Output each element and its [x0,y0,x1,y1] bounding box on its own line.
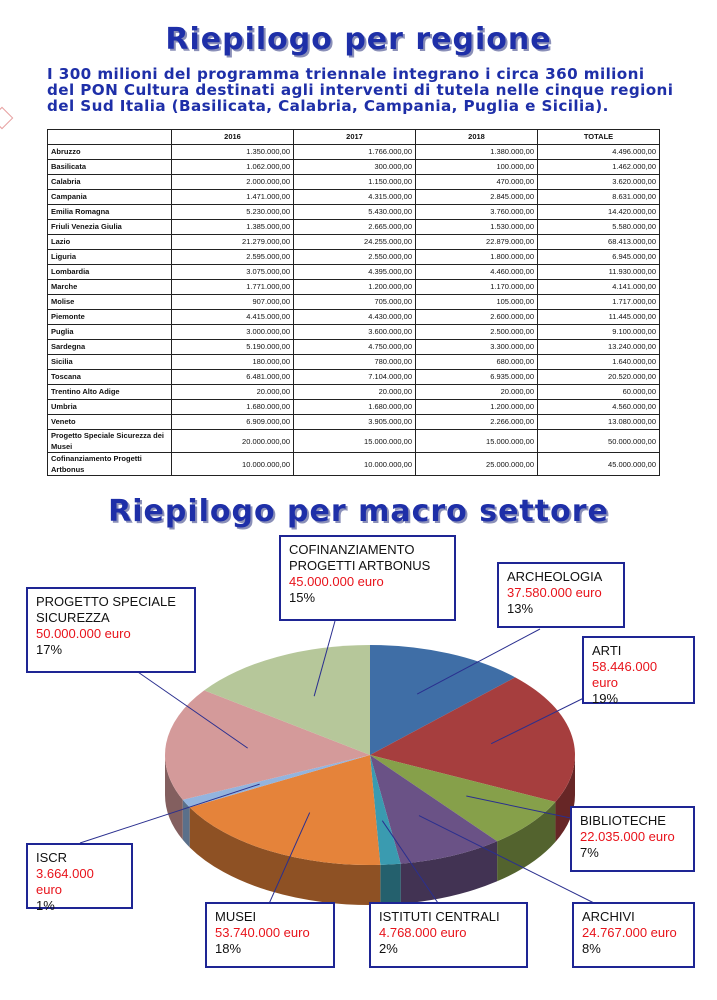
value-cell: 20.000,00 [294,385,416,400]
value-cell: 9.100.000,00 [538,325,660,340]
table-row [48,250,660,265]
value-cell: 3.760.000,00 [416,205,538,220]
table-row [48,430,660,453]
label-box-istituti [369,902,528,968]
value-cell: 7.104.000,00 [294,370,416,385]
value-cell: 1.800.000,00 [416,250,538,265]
row-label-cell: Toscana [48,370,172,385]
value-cell: 15.000.000,00 [416,430,538,453]
value-cell: 4.315.000,00 [294,190,416,205]
value-cell: 13.080.000,00 [538,415,660,430]
label-box-artbonus [279,535,456,621]
label-title: COFINANZIAMENTO PROGETTI ARTBONUS [289,542,431,573]
value-cell: 4.141.000,00 [538,280,660,295]
label-title: ISTITUTI CENTRALI [379,909,500,924]
header-cell-empty [48,130,172,145]
label-box-musei [205,902,335,968]
row-label-cell: Marche [48,280,172,295]
header-cell-2018: 2018 [416,130,538,145]
value-cell: 22.879.000,00 [416,235,538,250]
pie-side-istituti [380,864,400,905]
label-title: ARCHEOLOGIA [507,569,603,584]
value-cell: 1.680.000,00 [172,400,294,415]
value-cell: 180.000,00 [172,355,294,370]
value-cell: 907.000,00 [172,295,294,310]
table-row [48,370,660,385]
value-cell: 5.430.000,00 [294,205,416,220]
value-cell: 20.000.000,00 [172,430,294,453]
row-label-cell: Lazio [48,235,172,250]
label-percent: 19% [592,691,619,706]
label-percent: 1% [36,898,55,913]
label-amount: 58.446.000 euro [592,659,658,690]
value-cell: 11.930.000,00 [538,265,660,280]
value-cell: 4.750.000,00 [294,340,416,355]
table-row [48,265,660,280]
intro-paragraph [47,66,687,114]
value-cell: 2.000.000,00 [172,175,294,190]
value-cell: 13.240.000,00 [538,340,660,355]
table-row [48,280,660,295]
value-cell: 5.230.000,00 [172,205,294,220]
value-cell: 5.580.000,00 [538,220,660,235]
label-title: ARTI [592,643,622,658]
row-label-cell: Abruzzo [48,145,172,160]
row-label-cell: Cofinanziamento Progetti Artbonus [48,453,172,476]
pie-side-iscr [183,800,190,848]
header-cell-2017: 2017 [294,130,416,145]
value-cell: 2.845.000,00 [416,190,538,205]
table-row [48,235,660,250]
value-cell: 105.000,00 [416,295,538,310]
label-amount: 24.767.000 euro [582,925,677,940]
table-row [48,220,660,235]
label-percent: 13% [507,601,534,616]
label-box-biblioteche [570,806,695,872]
value-cell: 5.190.000,00 [172,340,294,355]
intro-line: del PON Cultura destinati agli interventi di tutela nelle cinque regioni [47,81,674,99]
value-cell: 1.062.000,00 [172,160,294,175]
value-cell: 14.420.000,00 [538,205,660,220]
table-header-row [48,130,660,145]
value-cell: 705.000,00 [294,295,416,310]
value-cell: 1.680.000,00 [294,400,416,415]
value-cell: 1.385.000,00 [172,220,294,235]
row-label-cell: Sardegna [48,340,172,355]
label-box-archivi [572,902,695,968]
value-cell: 780.000,00 [294,355,416,370]
value-cell: 1.350.000,00 [172,145,294,160]
value-cell: 680.000,00 [416,355,538,370]
label-title: ARCHIVI [582,909,635,924]
row-label-cell: Basilicata [48,160,172,175]
value-cell: 4.560.000,00 [538,400,660,415]
table-row [48,325,660,340]
row-label-cell: Lombardia [48,265,172,280]
value-cell: 4.460.000,00 [416,265,538,280]
label-percent: 17% [36,642,63,657]
label-amount: 22.035.000 euro [580,829,675,844]
value-cell: 6.945.000,00 [538,250,660,265]
row-label-cell: Liguria [48,250,172,265]
value-cell: 6.481.000,00 [172,370,294,385]
value-cell: 300.000,00 [294,160,416,175]
value-cell: 1.462.000,00 [538,160,660,175]
table-row [48,340,660,355]
value-cell: 1.150.000,00 [294,175,416,190]
value-cell: 11.445.000,00 [538,310,660,325]
value-cell: 68.413.000,00 [538,235,660,250]
value-cell: 100.000,00 [416,160,538,175]
table-row [48,385,660,400]
value-cell: 3.620.000,00 [538,175,660,190]
intro-line: I 300 milioni del programma triennale integrano i circa 360 milioni [47,65,645,83]
label-percent: 2% [379,941,398,956]
table-row [48,295,660,310]
label-box-sicurezza [26,587,196,673]
label-amount: 4.768.000 euro [379,925,467,940]
label-percent: 18% [215,941,242,956]
value-cell: 1.200.000,00 [294,280,416,295]
table-row [48,190,660,205]
value-cell: 50.000.000,00 [538,430,660,453]
value-cell: 4.395.000,00 [294,265,416,280]
label-percent: 15% [289,590,316,605]
value-cell: 60.000,00 [538,385,660,400]
value-cell: 2.600.000,00 [416,310,538,325]
intro-line: del Sud Italia (Basilicata, Calabria, Campania, Puglia e Sicilia). [47,97,609,115]
table-row [48,310,660,325]
value-cell: 10.000.000,00 [172,453,294,476]
row-label-cell: Piemonte [48,310,172,325]
value-cell: 1.380.000,00 [416,145,538,160]
label-title: BIBLIOTECHE [580,813,666,828]
label-title: ISCR [36,850,68,865]
value-cell: 1.640.000,00 [538,355,660,370]
row-label-cell: Campania [48,190,172,205]
value-cell: 4.430.000,00 [294,310,416,325]
value-cell: 2.500.000,00 [416,325,538,340]
value-cell: 470.000,00 [416,175,538,190]
row-label-cell: Molise [48,295,172,310]
page-title-regions: Riepilogo per regione [165,22,552,57]
row-label-cell: Progetto Speciale Sicurezza dei Musei [48,430,172,453]
value-cell: 10.000.000,00 [294,453,416,476]
label-box-arti [582,636,695,704]
label-box-archeologia [497,562,625,628]
value-cell: 15.000.000,00 [294,430,416,453]
value-cell: 3.300.000,00 [416,340,538,355]
table-row [48,453,660,476]
value-cell: 4.496.000,00 [538,145,660,160]
value-cell: 45.000.000,00 [538,453,660,476]
table-row [48,400,660,415]
label-amount: 53.740.000 euro [215,925,310,940]
label-percent: 8% [582,941,601,956]
value-cell: 2.665.000,00 [294,220,416,235]
value-cell: 2.550.000,00 [294,250,416,265]
value-cell: 25.000.000,00 [416,453,538,476]
row-label-cell: Umbria [48,400,172,415]
value-cell: 20.000,00 [416,385,538,400]
value-cell: 24.255.000,00 [294,235,416,250]
value-cell: 1.530.000,00 [416,220,538,235]
value-cell: 2.595.000,00 [172,250,294,265]
label-amount: 45.000.000 euro [289,574,384,589]
row-label-cell: Friuli Venezia Giulia [48,220,172,235]
header-cell-2016: 2016 [172,130,294,145]
row-label-cell: Calabria [48,175,172,190]
value-cell: 3.075.000,00 [172,265,294,280]
page-title-sectors: Riepilogo per macro settore [108,494,609,529]
value-cell: 20.000,00 [172,385,294,400]
value-cell: 1.766.000,00 [294,145,416,160]
label-percent: 7% [580,845,599,860]
label-amount: 37.580.000 euro [507,585,602,600]
label-title: MUSEI [215,909,257,924]
row-label-cell: Trentino Alto Adige [48,385,172,400]
value-cell: 1.200.000,00 [416,400,538,415]
decorative-diamond [0,107,13,130]
label-amount: 50.000.000 euro [36,626,131,641]
value-cell: 1.170.000,00 [416,280,538,295]
table-row [48,160,660,175]
value-cell: 1.771.000,00 [172,280,294,295]
table-row [48,355,660,370]
value-cell: 20.520.000,00 [538,370,660,385]
header-cell-totale: TOTALE [538,130,660,145]
table-row [48,175,660,190]
value-cell: 21.279.000,00 [172,235,294,250]
value-cell: 2.266.000,00 [416,415,538,430]
value-cell: 1.717.000,00 [538,295,660,310]
table-row [48,415,660,430]
label-title: PROGETTO SPECIALE SICUREZZA [36,594,176,625]
value-cell: 4.415.000,00 [172,310,294,325]
label-box-iscr [26,843,133,913]
table-row [48,205,660,220]
table-body [48,145,660,476]
value-cell: 3.905.000,00 [294,415,416,430]
value-cell: 3.600.000,00 [294,325,416,340]
value-cell: 6.935.000,00 [416,370,538,385]
value-cell: 6.909.000,00 [172,415,294,430]
row-label-cell: Emilia Romagna [48,205,172,220]
regions-table [47,129,660,476]
table-row [48,145,660,160]
row-label-cell: Veneto [48,415,172,430]
row-label-cell: Puglia [48,325,172,340]
value-cell: 8.631.000,00 [538,190,660,205]
row-label-cell: Sicilia [48,355,172,370]
value-cell: 3.000.000,00 [172,325,294,340]
label-amount: 3.664.000 euro [36,866,94,897]
value-cell: 1.471.000,00 [172,190,294,205]
